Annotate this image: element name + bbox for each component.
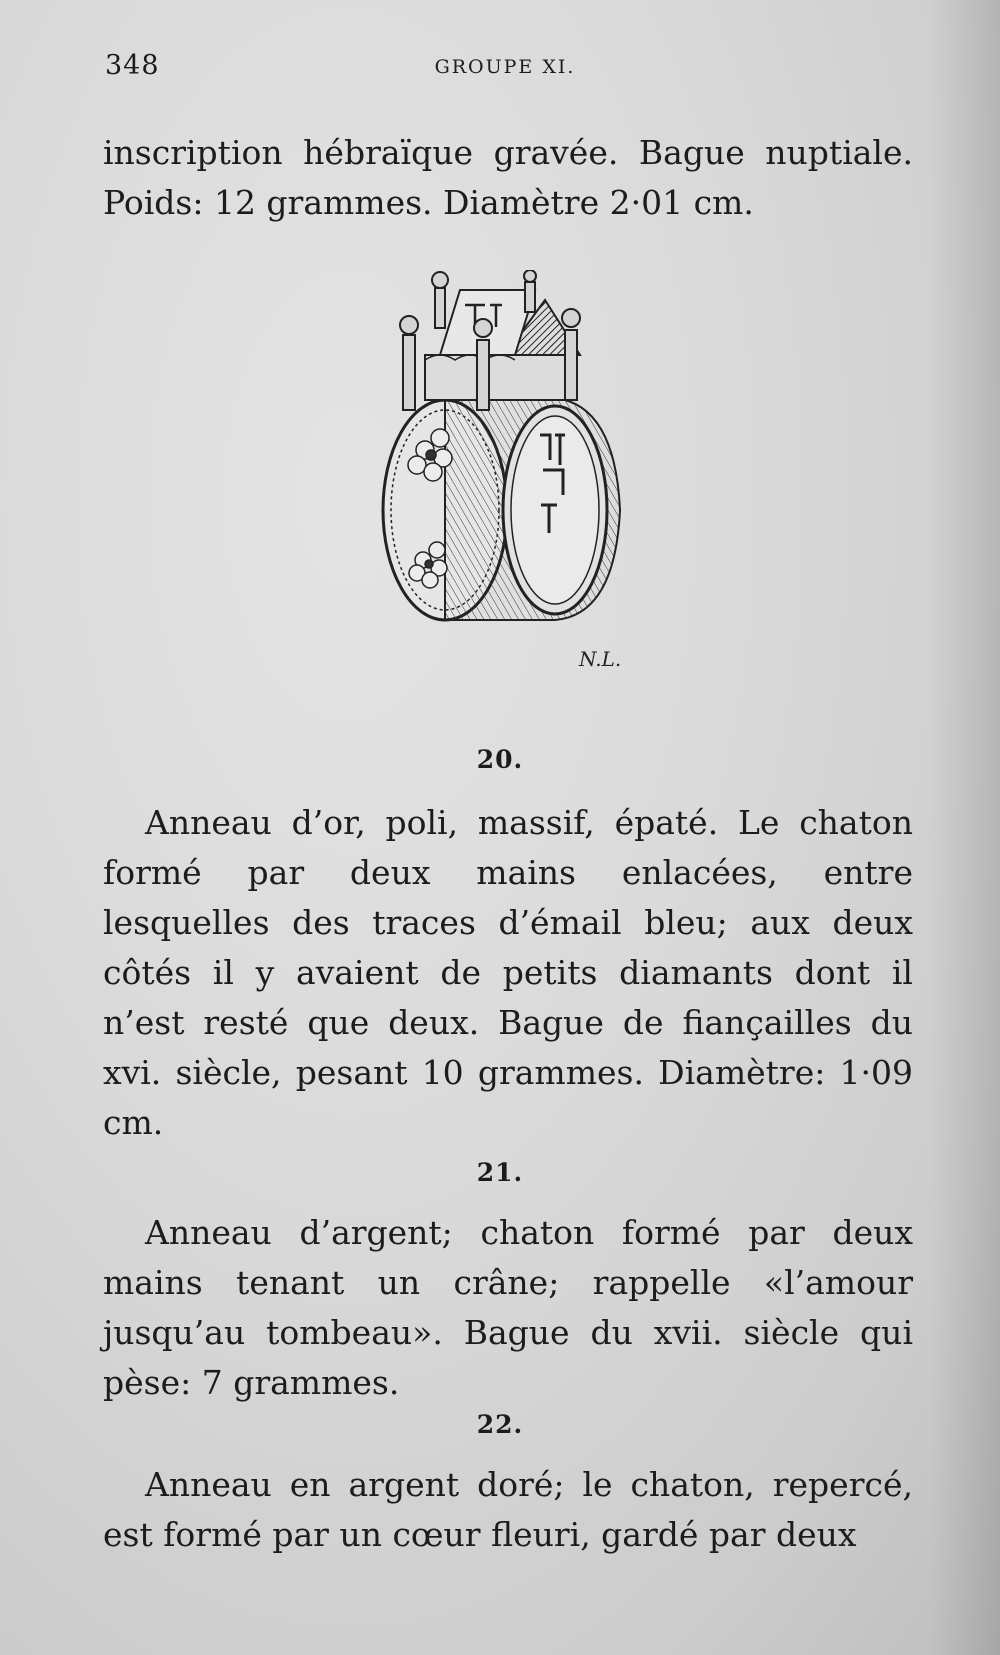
engraver-signature bbox=[575, 640, 635, 676]
running-head bbox=[105, 50, 905, 90]
entry-paragraph: Anneau d’argent; chaton formé par deux mains tenant un crâne; rappelle «l’amour jusqu’au tombeau». Bague du xvii. siècle qui pèse: 7 grammes. bbox=[103, 1213, 913, 1402]
entry-paragraph: Anneau d’or, poli, massif, épaté. Le chaton formé par deux mains enlacées, entre lesquelles des traces d’émail bleu; aux deux côtés il y avaient de petits diamants dont il n’est resté que deux. Bague de fiançailles du xvi. siècle, pesant 10 grammes. Diamètre: 1·09 cm. bbox=[103, 803, 913, 1142]
continuation-paragraph: inscription hébraïque gravée. Bague nuptiale. Poids: 12 grammes. Diamètre 2·01 cm. bbox=[103, 133, 913, 222]
running-title: GROUPE XI. bbox=[434, 56, 576, 78]
page-edge-shadow bbox=[930, 0, 1000, 1655]
entry-number: 21. bbox=[476, 1158, 524, 1187]
ring-engraving-icon bbox=[365, 270, 645, 640]
page-number: 348 bbox=[105, 50, 160, 81]
entry-paragraph: Anneau en argent doré; le chaton, repercé, est formé par un cœur fleuri, gardé par deux bbox=[103, 1465, 913, 1554]
entry-number: 20. bbox=[476, 745, 524, 774]
svg-text:N.L.: N.L. bbox=[579, 647, 622, 671]
entry-number: 22. bbox=[476, 1410, 524, 1439]
